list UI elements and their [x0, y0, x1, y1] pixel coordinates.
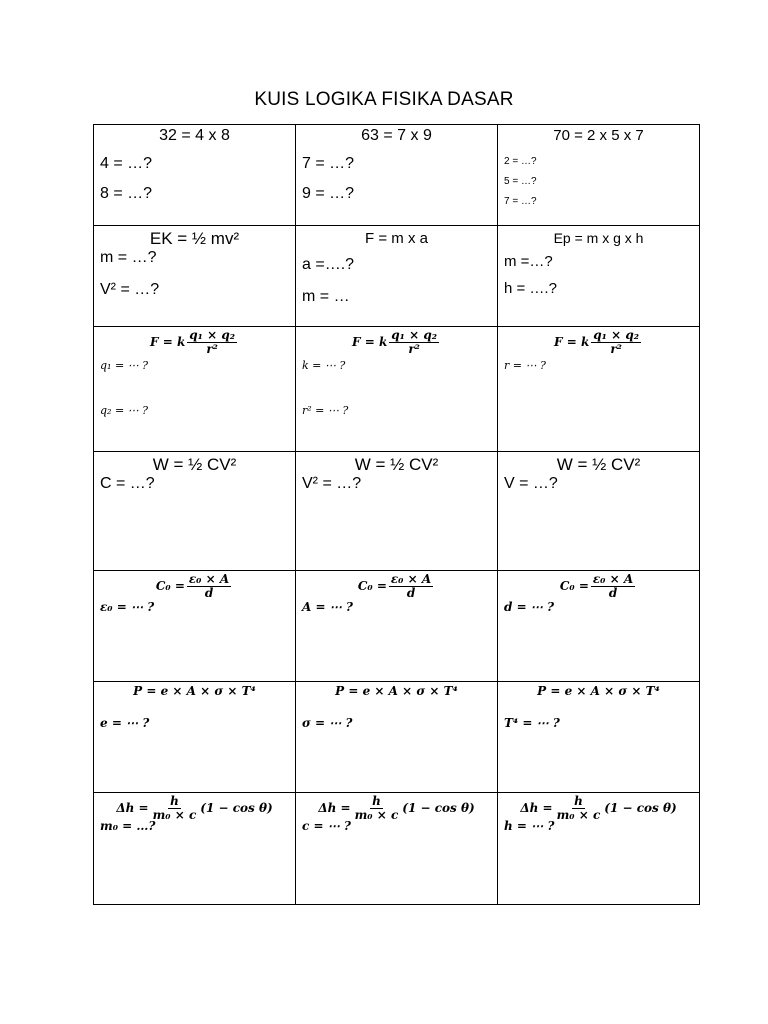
formula-fraction [389, 573, 433, 599]
quiz-cell [296, 571, 498, 682]
question-text: m = …? [100, 249, 157, 266]
quiz-cell [94, 226, 296, 327]
equation-text: W = ½ CV² [556, 455, 641, 474]
question-text: T⁴ = ⋯ ? [504, 716, 560, 730]
equation-text: EK = ½ mv² [149, 229, 240, 248]
quiz-cell [296, 682, 498, 793]
fraction-numerator: h [372, 794, 381, 808]
fraction-numerator: h [170, 794, 179, 808]
question-text: c = ⋯ ? [302, 819, 351, 834]
fraction-denominator: r² [206, 341, 218, 356]
quiz-cell [94, 125, 296, 226]
radiation-formula: P = e × A × σ × T⁴ [537, 684, 660, 698]
quiz-row-5 [94, 571, 700, 682]
question-text: q₁ = ⋯ ? [100, 359, 149, 373]
quiz-row-2 [94, 226, 700, 327]
question-text: V² = …? [100, 281, 160, 298]
formula-lhs: F = k [150, 335, 186, 350]
compton-formula [504, 795, 693, 821]
formula-lhs: Δh = [520, 801, 553, 816]
formula-lhs: C₀ = [559, 579, 589, 594]
question-text: h = ….? [504, 280, 557, 297]
quiz-cell [498, 682, 700, 793]
coulomb-formula [100, 329, 289, 355]
fraction-denominator: d [608, 585, 618, 600]
formula-rhs: (1 − cos θ) [200, 801, 273, 816]
quiz-cell [498, 571, 700, 682]
question-text: e = ⋯ ? [100, 716, 150, 730]
question-text: m =…? [504, 253, 553, 270]
formula-fraction [591, 573, 635, 599]
question-text: h = ⋯ ? [504, 819, 555, 834]
fraction-denominator: r² [610, 341, 622, 356]
question-text: m = … [302, 288, 350, 305]
capacitance-formula [504, 573, 693, 599]
fraction-numerator: h [574, 794, 583, 808]
formula-lhs: C₀ = [155, 579, 185, 594]
fraction-numerator: ε₀ × A [390, 572, 432, 586]
question-text: 5 = …? [504, 176, 537, 187]
quiz-cell [296, 452, 498, 571]
equation-text: Ep = m x g x h [553, 230, 644, 246]
formula-fraction [389, 329, 439, 355]
question-text: 4 = …? [100, 155, 153, 172]
question-text: σ = ⋯ ? [302, 716, 353, 730]
fraction-denominator: r² [408, 341, 420, 356]
question-text: k = ⋯ ? [302, 359, 346, 373]
quiz-table [93, 124, 700, 905]
question-text: A = ⋯ ? [302, 600, 353, 615]
fraction-denominator: m₀ × c [152, 807, 197, 822]
question-text: 8 = …? [100, 185, 153, 202]
quiz-cell [498, 125, 700, 226]
compton-formula [302, 795, 491, 821]
quiz-row-6 [94, 682, 700, 793]
quiz-row-4 [94, 452, 700, 571]
question-text: V = …? [504, 475, 558, 492]
question-text: m₀ = …? [100, 819, 156, 834]
formula-fraction [353, 795, 401, 821]
fraction-numerator: q₁ × q₂ [593, 328, 639, 342]
question-text: 9 = …? [302, 185, 355, 202]
formula-rhs: (1 − cos θ) [402, 801, 475, 816]
fraction-numerator: ε₀ × A [188, 572, 230, 586]
fraction-numerator: q₁ × q₂ [189, 328, 235, 342]
formula-lhs: Δh = [116, 801, 149, 816]
quiz-row-1 [94, 125, 700, 226]
question-text: 7 = …? [504, 196, 537, 207]
question-text: 2 = …? [504, 156, 537, 167]
question-text: ε₀ = ⋯ ? [100, 600, 155, 615]
quiz-row-3 [94, 327, 700, 452]
quiz-cell [498, 226, 700, 327]
formula-fraction [187, 329, 237, 355]
quiz-cell [498, 327, 700, 452]
question-text: V² = …? [302, 475, 362, 492]
coulomb-formula [504, 329, 693, 355]
formula-lhs: C₀ = [357, 579, 387, 594]
equation-text: F = m x a [365, 230, 428, 247]
quiz-cell [498, 452, 700, 571]
formula-fraction [591, 329, 641, 355]
coulomb-formula [302, 329, 491, 355]
formula-fraction [187, 573, 231, 599]
formula-lhs: Δh = [318, 801, 351, 816]
quiz-cell [498, 793, 700, 905]
fraction-numerator: ε₀ × A [592, 572, 634, 586]
quiz-cell [296, 793, 498, 905]
fraction-denominator: d [406, 585, 416, 600]
quiz-cell [94, 793, 296, 905]
capacitance-formula [100, 573, 289, 599]
radiation-formula: P = e × A × σ × T⁴ [133, 684, 256, 698]
quiz-cell [94, 452, 296, 571]
fraction-denominator: m₀ × c [556, 807, 601, 822]
formula-fraction [555, 795, 603, 821]
question-text: C = …? [100, 475, 155, 492]
equation-text: W = ½ CV² [354, 455, 439, 474]
page-title: KUIS LOGIKA FISIKA DASAR [254, 89, 514, 110]
fraction-denominator: d [204, 585, 214, 600]
quiz-cell [94, 327, 296, 452]
formula-lhs: F = k [352, 335, 388, 350]
formula-rhs: (1 − cos θ) [604, 801, 677, 816]
question-text: d = ⋯ ? [504, 600, 555, 615]
question-text: r² = ⋯ ? [302, 404, 349, 418]
equation-text: W = ½ CV² [152, 455, 237, 474]
formula-lhs: F = k [554, 335, 590, 350]
question-text: q₂ = ⋯ ? [100, 404, 149, 418]
capacitance-formula [302, 573, 491, 599]
equation-text: 32 = 4 x 8 [159, 127, 230, 144]
question-text: a =….? [302, 256, 355, 273]
quiz-cell [296, 125, 498, 226]
fraction-denominator: m₀ × c [354, 807, 399, 822]
equation-text: 70 = 2 x 5 x 7 [553, 127, 644, 144]
formula-fraction [151, 795, 199, 821]
fraction-numerator: q₁ × q₂ [391, 328, 437, 342]
equation-text: 63 = 7 x 9 [361, 127, 432, 144]
quiz-row-7 [94, 793, 700, 905]
compton-formula [100, 795, 289, 821]
quiz-cell [94, 571, 296, 682]
question-text: 7 = …? [302, 155, 355, 172]
question-text: r = ⋯ ? [504, 359, 546, 373]
quiz-cell [296, 327, 498, 452]
quiz-cell [296, 226, 498, 327]
quiz-cell [94, 682, 296, 793]
radiation-formula: P = e × A × σ × T⁴ [335, 684, 458, 698]
